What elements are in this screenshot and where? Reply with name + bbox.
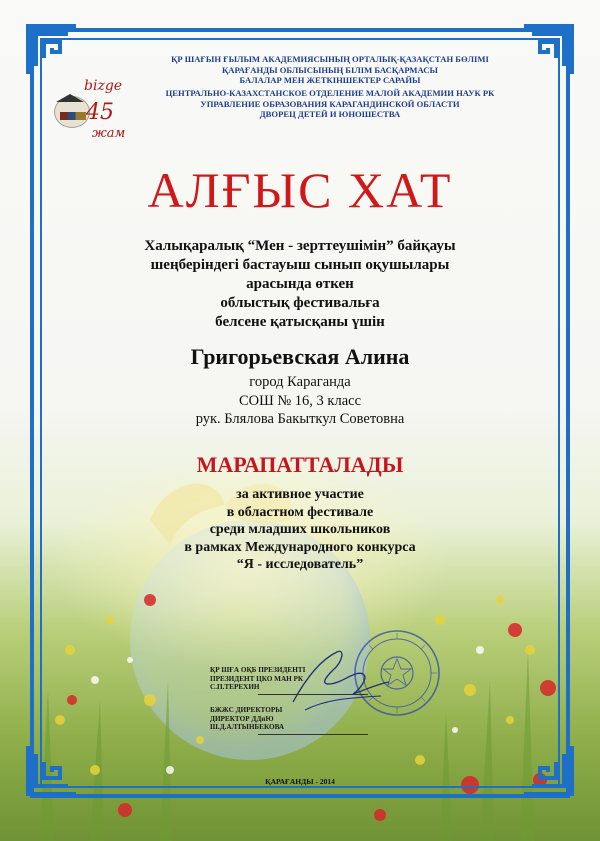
signature-line: С.П.ТЕРЕХИН [210, 683, 260, 692]
paragraph-line: в рамках Международного конкурса [184, 539, 416, 555]
signature-block-director [210, 706, 360, 732]
signature-line: БЖЖС ДИРЕКТОРЫ [210, 706, 283, 714]
paragraph-line: облыстық фестивальға [220, 295, 380, 311]
logo-number: 45 [86, 100, 114, 125]
paragraph-line: в областном фестивале [226, 504, 374, 520]
award-word: МАРАПАТТАЛАДЫ [196, 452, 404, 477]
recipient-name: Григорьевская Алина [190, 344, 410, 369]
signature-underline [258, 694, 368, 695]
signature-line: ДИРЕКТОР ДДиЮ [210, 714, 274, 723]
signature-line: Ш.Д.АЛТЫНБЕКОВА [210, 723, 285, 732]
kazakh-paragraph [0, 237, 600, 332]
paragraph-line: “Я - исследователь” [236, 557, 364, 572]
corner-ornament-icon [22, 740, 82, 800]
header-line: ҚР ШАҒЫН ҒЫЛЫМ АКАДЕМИЯСЫНЫҢ ОРТАЛЫҚ-ҚАЗАҚСТАН БӨЛІМІ [171, 54, 489, 64]
header-line: ҚАРАҒАНДЫ ОБЛЫСЫНЫҢ БІЛІМ БАСҚАРМАСЫ [222, 64, 438, 75]
certificate-title: АЛҒЫС ХАТ [147, 162, 453, 218]
logo-text-bottom: жам [92, 126, 126, 141]
signature-line: ҚР ШҒА ОҚБ ПРЕЗИДЕНТІ [210, 666, 306, 674]
signature-block-president [210, 666, 360, 692]
header-kazakh [120, 54, 540, 86]
anniversary-logo [50, 78, 130, 148]
header-line: УПРАВЛЕНИЕ ОБРАЗОВАНИЯ КАРАГАНДИНСКОЙ ОБЛАСТИ [200, 98, 460, 109]
header-russian [120, 88, 540, 120]
corner-ornament-icon [518, 740, 578, 800]
signature-line: ПРЕЗИДЕНТ ЦКО МАН РК [210, 674, 304, 683]
detail-line: город Караганда [249, 374, 351, 390]
footer-city-year: ҚАРАҒАНДЫ - 2014 [265, 777, 335, 786]
paragraph-line: арасында өткен [246, 276, 354, 292]
detail-line: рук. Блялова Бакыткул Советовна [195, 411, 405, 427]
header-line: ДВОРЕЦ ДЕТЕЙ И ЮНОШЕСТВА [259, 109, 401, 119]
detail-line: СОШ № 16, 3 класс [238, 392, 362, 409]
recipient-details [0, 373, 600, 429]
books-icon [60, 112, 86, 120]
russian-paragraph [0, 486, 600, 574]
graduation-cap-icon [56, 94, 84, 102]
logo-text-top: bizge [84, 78, 123, 94]
paragraph-line: за активное участие [236, 487, 364, 502]
header-line: БАЛАЛАР МЕН ЖЕТКІНШЕКТЕР САРАЙЫ [239, 75, 421, 85]
paragraph-line: Халықаралық “Мен - зерттеушімін” байқауы [144, 238, 456, 254]
header-line: ЦЕНТРАЛЬНО-КАЗАХСТАНСКОЕ ОТДЕЛЕНИЕ МАЛОЙ АКАДЕМИИ НАУК РК [165, 88, 495, 98]
paragraph-line: белсене қатысқаны үшін [215, 314, 385, 330]
corner-ornament-icon [22, 20, 82, 80]
signature-underline [258, 734, 368, 735]
paragraph-line: среди младших школьников [209, 522, 391, 537]
paragraph-line: шеңберіндегі бастауыш сынып оқушылары [150, 257, 450, 273]
